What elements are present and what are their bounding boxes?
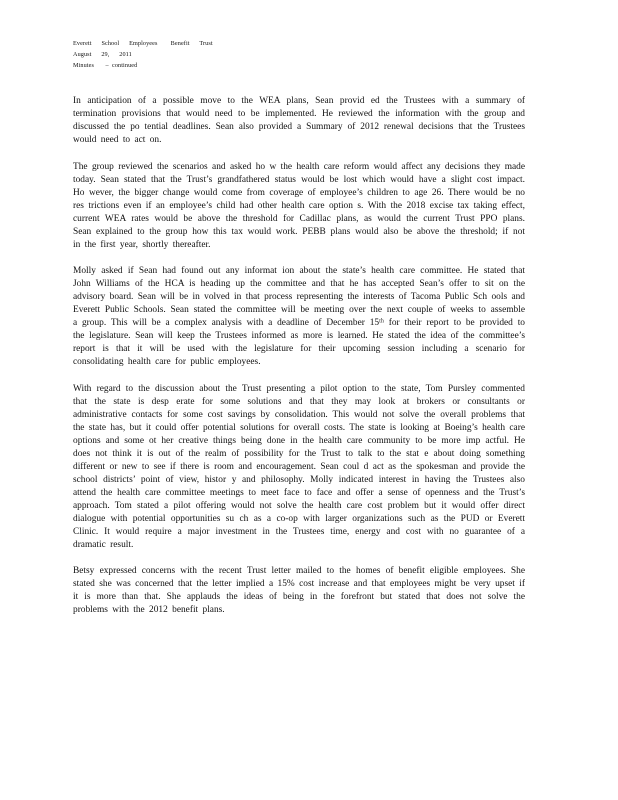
paragraph-pilot-option: With regard to the discussion about the Trust presenting a pilot option to the state, Tom Pursley commented that the state is desp erate for some solutions and that they may look at brokers or consultants or administrative contacts for some cost savings by consolidation. This would not solve the overall problems that the state has, but it could offer potential solutions for overall costs. The state is looking at Boeing’s health care options and some ot her creative things being done in the health care community to be more imp actful. He does not think it is out of the realm of possibility for the Trust to talk to the stat e about doing something different or new to see if there is room and encouragement. Sean coul d act as the spokesman and provide the school districts’ point of view, histor y and philosophy. Molly indicated interest in having the Trustees also attend the health care committee meetings to meet face to face and offer a sense of openness and the Trust’s approach. Tom stated a pilot offering would not solve the health care cost problem but it would offer direct dialogue with potential opportunities su ch as a co-op with larger organizations such as the PUD or Everett Clinic. It would require a major investment in the Trustees time, energy and cost with no guarantee of a dramatic result. <box>73 383 525 550</box>
paragraph-health-care-reform: The group reviewed the scenarios and asked ho w the health care reform would affect any decisions they made today. Sean stated that the Trust’s grandfathered status would be lost which would have a slight cost impact. Ho wever, the bigger change would come from coverage of employee’s children to age 26. There would be no res trictions even if an employee’s child had other health care option s. With the 2018 excise tax taking effect, current WEA rates would be above the threshold for Cadillac plans, as would the current Trust PPO plans. Sean explained to the group how this tax would work. PEBB plans would also be above the threshold; if not in the first year, shortly thereafter. <box>73 161 525 250</box>
paragraph-trust-letter: Betsy expressed concerns with the recent Trust letter mailed to the homes of benefit eligible employees. She stated she was concerned that the letter implied a 15% cost increase and that employees might be very upset if it is more than that. She applauds the ideas of being in the forefront but stated that does not solve the problems with the 2012 benefit plans. <box>73 566 525 615</box>
document-header <box>73 38 213 71</box>
header-organization: Everett School Employees Benefit Trust <box>73 40 213 47</box>
document-body <box>73 95 525 631</box>
paragraph-state-committee: Molly asked if Sean had found out any informat ion about the state’s health care committee. He stated that John Williams of the HCA is heading up the committee and that he has accepted Sean’s offer to sit on the advisory board. Sean will be in volved in that process representing the interests of Tacoma Public Sch ools and Everett Public Schools. Sean stated the committee will be meeting over the next couple of weeks to assemble a group. This will be a complex analysis with a deadline of December 15ᵗʰ for their report to be provided to the legislature. Sean will keep the Trustees informed as more is learned. He stated the idea of the committee’s report is that it will be used with the legislature for their upcoming session including a scenario for consolidating health care for public employees. <box>73 266 525 367</box>
header-minutes-continued: Minutes – continued <box>73 62 138 69</box>
paragraph-termination-provisions: In anticipation of a possible move to the WEA plans, Sean provid ed the Trustees with a summary of termination provisions that would need to be implemented. He reviewed the information with the group and discussed the po tential deadlines. Sean also provided a Summary of 2012 renewal decisions that the Trustees would need to act on. <box>73 96 525 145</box>
header-date: August 29, 2011 <box>73 51 132 58</box>
